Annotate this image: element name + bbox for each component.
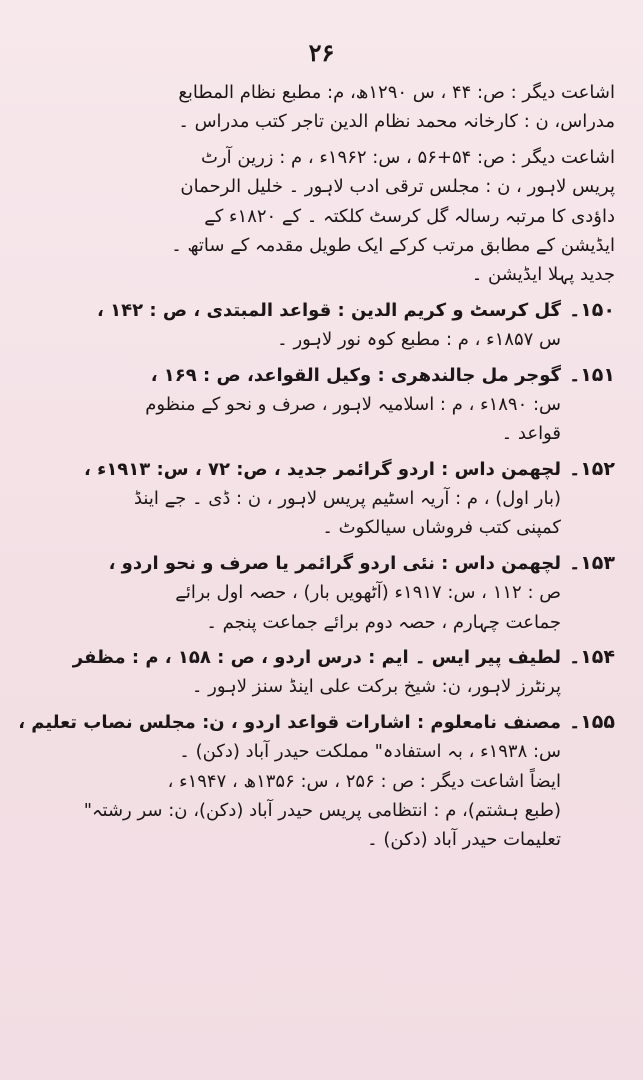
continuation-paragraph [40, 78, 615, 137]
text-line: جدید پہلا ایڈیشن ۔ [471, 264, 615, 286]
text-line: داؤدی کا مرتبہ رسالہ گل کرسٹ کلکتہ ۔ کے ۱۸۲۰ء کے [204, 205, 615, 227]
bibliography-entry [18, 708, 615, 855]
text-line: ایضاً اشاعت دیگر : ص : ۲۵۶ ، س: ۱۳۵۶ھ ، ۱۹۴۷ء ، [167, 770, 561, 792]
text-line: گل کرسٹ و کریم الدین : قواعد المبتدی ، ص : ۱۴۲ ، [97, 299, 561, 321]
text-line: تعلیمات حیدر آباد (دکن) ۔ [367, 829, 561, 851]
bibliography-entry [40, 361, 615, 449]
entry-number: ۱۵۱۔ [569, 363, 615, 386]
text-line: اشاعت دیگر : ص: ۵۴+۵۶ ، س: ۱۹۶۲ء ، م : زرین آرٹ [201, 146, 615, 168]
text-line: لچھمن داس : نئی اردو گرائمر یا صرف و نحو اردو ، [108, 552, 561, 574]
page-number: ۲۶ [308, 38, 335, 67]
paragraph-body [40, 143, 615, 290]
entry-number: ۱۵۵۔ [569, 710, 615, 733]
text-line: جماعت چہارم ، حصہ دوم برائے جماعت پنجم ۔ [206, 611, 561, 633]
entry-body [40, 296, 561, 355]
entry-number: ۱۵۲۔ [569, 457, 615, 480]
entry-number: ۱۵۰۔ [569, 298, 615, 321]
entry-body [40, 361, 561, 449]
text-line: لچھمن داس : اردو گرائمر جدید ، ص: ۷۲ ، س: ۱۹۱۳ء ، [84, 458, 561, 480]
entry-body [40, 643, 561, 702]
entry-number: ۱۵۴۔ [569, 646, 615, 669]
continuation-paragraph [40, 143, 615, 290]
text-line: لطیف پیر ایس ۔ ایم : درس اردو ، ص : ۱۵۸ ، م : مظفر [72, 647, 561, 669]
entry-body [40, 455, 561, 543]
bibliography-entry [40, 296, 615, 355]
text-line: کمپنی کتب فروشاں سیالکوٹ ۔ [322, 517, 561, 539]
text-line: پریس لاہور ، ن : مجلس ترقی ادب لاہور ۔ خلیل الرحمان [180, 176, 615, 198]
text-line: اشاعت دیگر : ص: ۴۴ ، س ۱۲۹۰ھ، م: مطبع نظام المطابع [178, 82, 615, 103]
entry-number: ۱۵۳۔ [569, 551, 615, 574]
bibliography-entry [40, 549, 615, 637]
text-line: مصنف نامعلوم : اشارات قواعد اردو ، ن: مجلس نصاب تعلیم ، [18, 711, 561, 733]
text-line: پرنٹرز لاہور، ن: شیخ برکت علی اینڈ سنز لاہور ۔ [191, 676, 561, 698]
entry-body [18, 708, 561, 855]
bibliography-entry [40, 643, 615, 702]
text-line: مدراس، ن : کارخانہ محمد نظام الدین تاجر کتب مدراس ۔ [178, 111, 615, 133]
entry-body [40, 549, 561, 637]
text-line: (بار اول) ، م : آریہ اسٹیم پریس لاہور ، ن : ڈی ۔ جے اینڈ [133, 488, 561, 510]
text-line: س: ۱۹۳۸ء ، بہ استفادہ" مملکت حیدر آباد (دکن) ۔ [179, 741, 561, 763]
text-line: ایڈیشن کے مطابق مرتب کرکے ایک طویل مقدمہ کے ساتھ ۔ [171, 234, 615, 256]
text-line: ص : ۱۱۲ ، س: ۱۹۱۷ء (آٹھویں بار) ، حصہ اول برائے [175, 582, 561, 604]
page-content [18, 78, 615, 855]
text-line: س: ۱۸۹۰ء ، م : اسلامیہ لاہور ، صرف و نحو کے منظوم [145, 393, 561, 415]
paragraph-body [40, 78, 615, 137]
text-line: قواعد ۔ [501, 423, 561, 445]
text-line: س ۱۸۵۷ء ، م : مطبع کوہ نور لاہور ۔ [277, 329, 561, 351]
text-line: (طبع ہشتم)، م : انتظامی پریس حیدر آباد (دکن)، ن: سر رشتہ" [83, 799, 561, 821]
text-line: گوجر مل جالندھری : وکیل القواعد، ص : ۱۶۹ ، [150, 364, 561, 386]
bibliography-entry [40, 455, 615, 543]
